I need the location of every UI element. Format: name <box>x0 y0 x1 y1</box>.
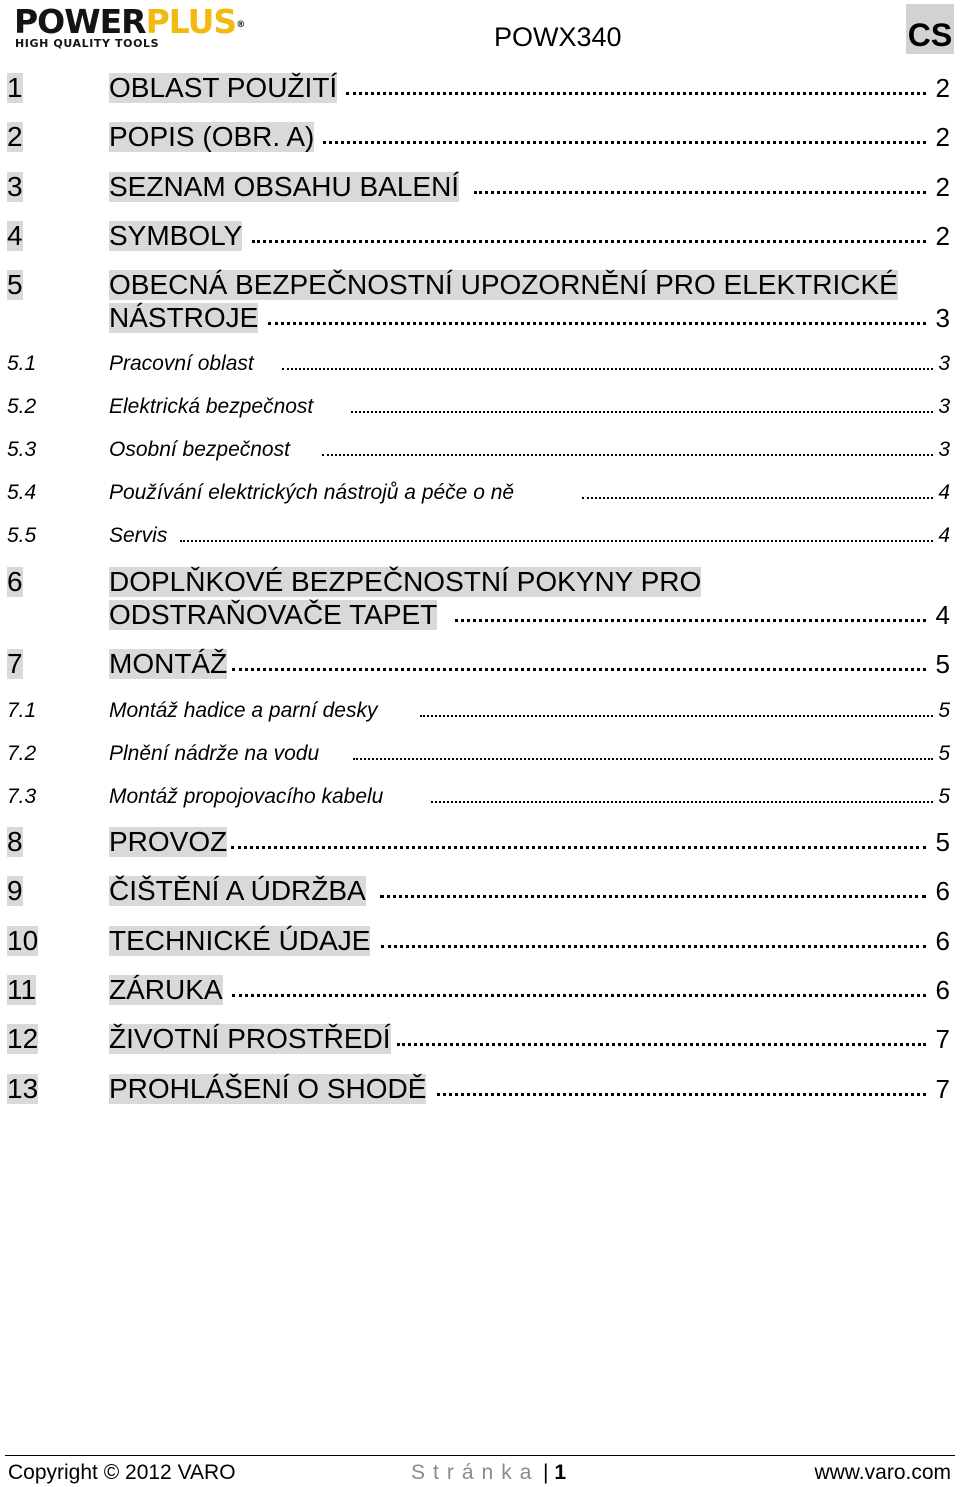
toc-page: 3 <box>938 438 950 461</box>
toc-leader <box>282 368 933 370</box>
toc-number: 11 <box>7 974 37 1005</box>
toc-title: PROHLÁŠENÍ O SHODĚ <box>109 1073 427 1104</box>
toc-number: 1 <box>7 72 23 103</box>
footer-divider <box>5 1455 955 1456</box>
toc-number: 5 <box>7 269 23 300</box>
toc-title: DOPLŇKOVÉ BEZPEČNOSTNÍ POKYNY PRO <box>109 566 702 597</box>
toc-leader <box>323 141 926 144</box>
toc-page: 3 <box>938 395 950 418</box>
toc-leader <box>353 758 933 760</box>
toc-title: SYMBOLY <box>109 220 243 251</box>
toc-title: Plnění nádrže na vodu <box>109 742 320 765</box>
toc-title: Servis <box>109 524 168 547</box>
toc-number: 13 <box>7 1073 39 1104</box>
toc-leader <box>180 540 933 542</box>
toc-number: 8 <box>7 826 23 857</box>
toc-page: 7 <box>935 1024 950 1054</box>
toc-title-line2: ODSTRAŇOVAČE TAPET <box>109 599 438 630</box>
toc-title: ČIŠTĚNÍ A ÚDRŽBA <box>109 875 366 906</box>
registered-mark: ® <box>236 20 246 30</box>
toc-leader <box>474 191 926 194</box>
toc-title: PROVOZ <box>109 826 228 857</box>
toc-leader <box>232 668 926 671</box>
toc-number: 10 <box>7 925 39 956</box>
toc-number: 6 <box>7 566 23 597</box>
toc-number: 5.3 <box>7 438 37 461</box>
toc-leader <box>431 801 933 803</box>
toc-page: 5 <box>938 785 950 808</box>
toc-page: 4 <box>935 600 950 630</box>
footer-website-link[interactable]: www.varo.com <box>814 1461 951 1484</box>
page-number-value: 1 <box>554 1461 566 1484</box>
toc-title: Montáž hadice a parní desky <box>109 699 378 722</box>
toc-page: 6 <box>935 876 950 906</box>
toc-leader <box>351 411 933 413</box>
toc-page: 5 <box>935 827 950 857</box>
toc-number: 7 <box>7 648 23 679</box>
toc-title: ZÁRUKA <box>109 974 223 1005</box>
toc-page: 4 <box>938 524 950 547</box>
toc-leader <box>455 619 926 622</box>
toc-leader <box>322 454 933 456</box>
toc-leader <box>420 715 933 717</box>
toc-leader <box>231 846 926 849</box>
footer-page-label: Stránka <box>411 1461 540 1484</box>
toc-page: 3 <box>935 303 950 333</box>
toc-page: 5 <box>938 699 950 722</box>
toc-page: 7 <box>935 1074 950 1104</box>
toc-page: 2 <box>935 122 950 152</box>
toc-number: 5.4 <box>7 481 37 504</box>
toc-title: MONTÁŽ <box>109 648 228 679</box>
logo-tagline: HIGH QUALITY TOOLS <box>15 37 160 50</box>
toc-leader <box>380 895 926 898</box>
toc-title-line2: NÁSTROJE <box>109 302 259 333</box>
footer-copyright: Copyright © 2012 VARO <box>8 1461 236 1484</box>
logo-wordmark <box>14 4 245 40</box>
toc-leader <box>252 240 926 243</box>
toc-leader <box>268 322 926 325</box>
toc-page: 2 <box>935 221 950 251</box>
toc-leader <box>346 92 926 95</box>
footer-page-number <box>543 1461 566 1485</box>
toc-title: ŽIVOTNÍ PROSTŘEDÍ <box>109 1023 391 1054</box>
toc-title: Používání elektrických nástrojů a péče o ně <box>109 481 515 504</box>
toc-title: Montáž propojovacího kabelu <box>109 785 384 808</box>
toc-page: 5 <box>935 649 950 679</box>
model-number: POWX340 <box>494 22 622 52</box>
toc-title: TECHNICKÉ ÚDAJE <box>109 925 371 956</box>
toc-number: 4 <box>7 220 23 251</box>
logo-plus-text: PLUS <box>145 2 237 41</box>
toc-number: 9 <box>7 875 23 906</box>
toc-title: Elektrická bezpečnost <box>109 395 314 418</box>
toc-page: 3 <box>938 352 950 375</box>
footer-page-separator: | <box>543 1461 549 1484</box>
toc-page: 6 <box>935 975 950 1005</box>
toc-page: 4 <box>938 481 950 504</box>
toc-number: 5.2 <box>7 395 37 418</box>
toc-leader <box>397 1043 926 1046</box>
toc-title: Osobní bezpečnost <box>109 438 290 461</box>
language-badge: CS <box>906 4 954 54</box>
toc-leader <box>232 994 926 997</box>
brand-logo <box>14 4 284 50</box>
toc-title: OBECNÁ BEZPEČNOSTNÍ UPOZORNĚNÍ PRO ELEKTRICKÉ <box>109 269 898 300</box>
toc-number: 5.5 <box>7 524 37 547</box>
toc-number: 7.3 <box>7 785 37 808</box>
toc-number: 7.1 <box>7 699 37 722</box>
toc-page: 2 <box>935 73 950 103</box>
toc-page: 6 <box>935 926 950 956</box>
toc-title: SEZNAM OBSAHU BALENÍ <box>109 171 460 202</box>
toc-title: POPIS (OBR. A) <box>109 121 315 152</box>
toc-number: 3 <box>7 171 23 202</box>
toc-title: Pracovní oblast <box>109 352 254 375</box>
toc-leader <box>381 945 926 948</box>
toc-page: 5 <box>938 742 950 765</box>
toc-number: 5.1 <box>7 352 37 375</box>
toc-leader <box>582 497 933 499</box>
toc-number: 12 <box>7 1023 39 1054</box>
toc-number: 2 <box>7 121 23 152</box>
toc-number: 7.2 <box>7 742 37 765</box>
toc-leader <box>437 1093 926 1096</box>
toc-title: OBLAST POUŽITÍ <box>109 72 338 103</box>
logo-power-text: POWER <box>14 2 146 41</box>
toc-page: 2 <box>935 172 950 202</box>
